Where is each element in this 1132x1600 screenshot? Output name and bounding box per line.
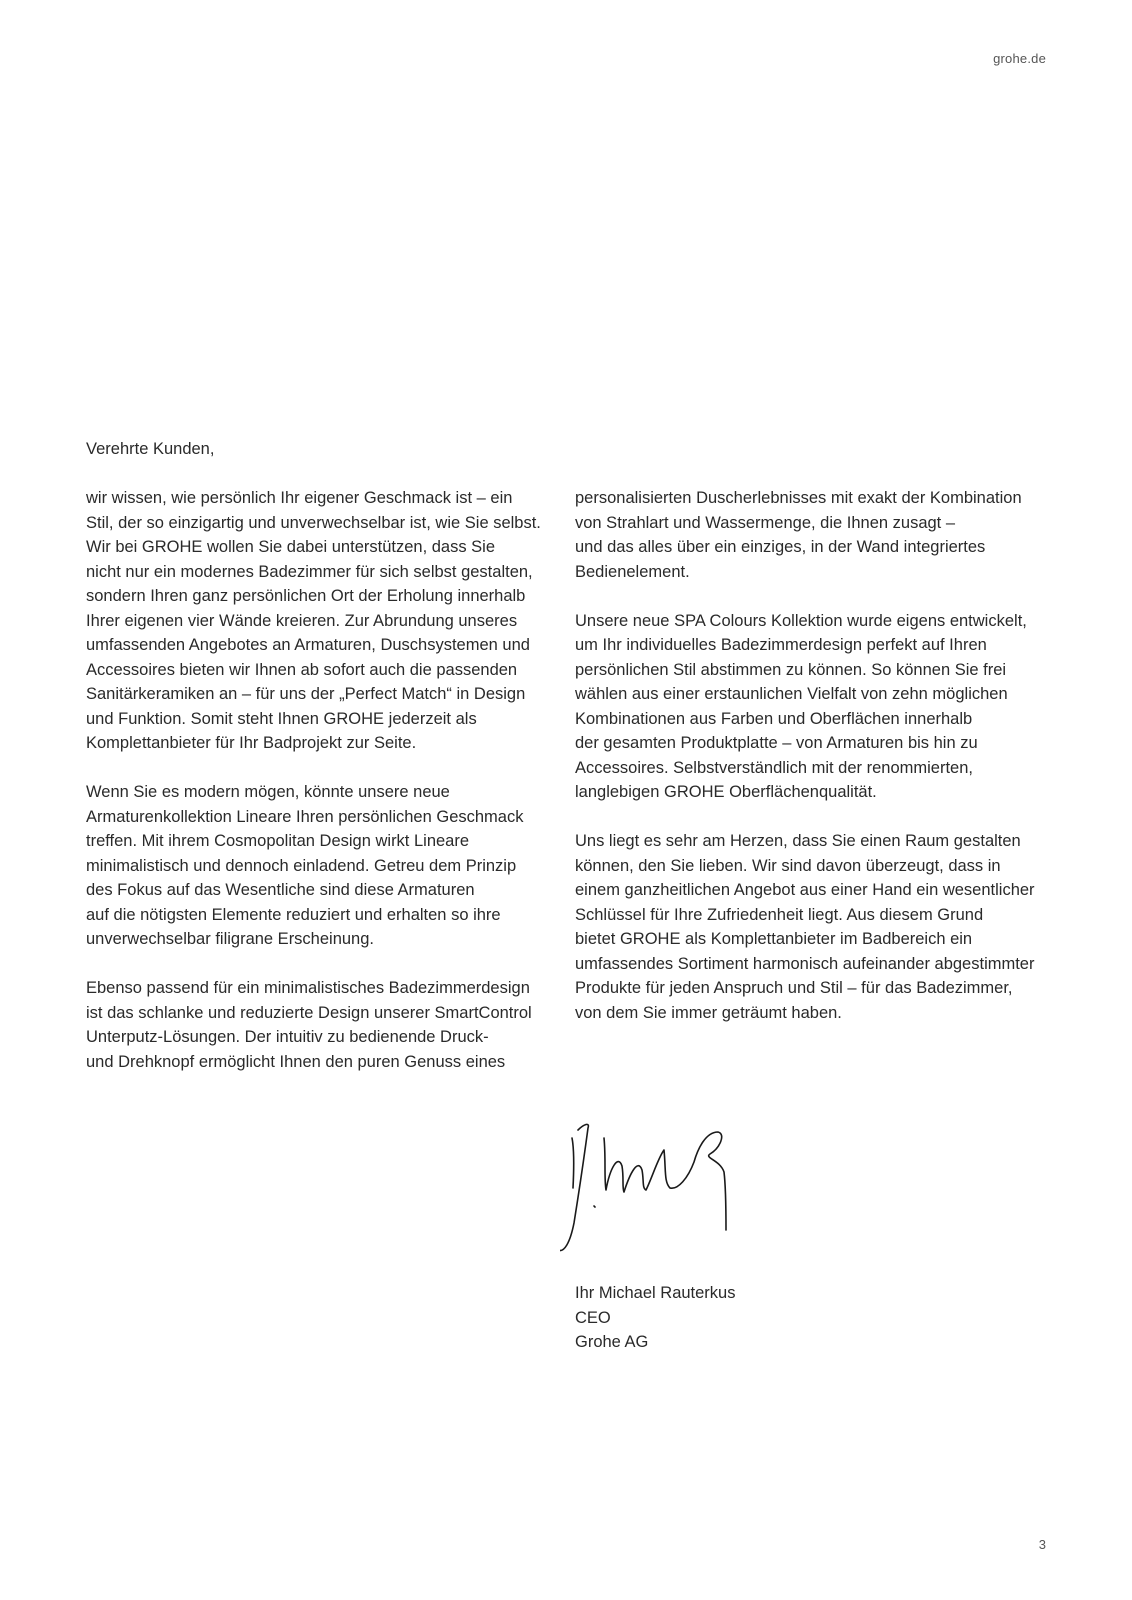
- paragraph-line: Kombinationen aus Farben und Oberflächen innerhalb: [575, 709, 973, 728]
- paragraph-line: der gesamten Produktplatte – von Armaturen bis hin zu: [575, 734, 978, 752]
- paragraph-line: Produkte für jeden Anspruch und Stil – für das Badezimmer,: [575, 979, 1013, 997]
- paragraph-line: Sanitärkeramiken an – für uns der „Perfect Match“ in Design: [86, 685, 526, 703]
- paragraph-line: bietet GROHE als Komplettanbieter im Badbereich ein: [575, 930, 973, 948]
- paragraph-line: umfassendes Sortiment harmonisch aufeinander abgestimmter: [575, 954, 1035, 973]
- paragraph-line: persönlichen Stil abstimmen zu können. So können Sie frei: [575, 660, 1007, 679]
- letter-left-column: [86, 486, 556, 1099]
- ceo-signature: [560, 1118, 750, 1278]
- paragraph-line: Stil, der so einzigartig und unverwechselbar ist, wie Sie selbst.: [86, 513, 541, 532]
- paragraph-line: von dem Sie immer geträumt haben.: [575, 1003, 842, 1022]
- letter-paragraph: [575, 486, 1050, 584]
- letter-paragraph: [575, 609, 1050, 805]
- paragraph-line: nicht nur ein modernes Badezimmer für sich selbst gestalten,: [86, 562, 533, 581]
- paragraph-line: wir wissen, wie persönlich Ihr eigener Geschmack ist – ein: [86, 489, 513, 507]
- sign-off-block: [575, 1281, 735, 1355]
- paragraph-line: und Drehknopf ermöglicht Ihnen den puren Genuss eines: [86, 1052, 506, 1071]
- paragraph-line: ist das schlanke und reduzierte Design unserer SmartControl: [86, 1003, 532, 1022]
- paragraph-line: Ihrer eigenen vier Wände kreieren. Zur Abrundung unseres: [86, 611, 518, 630]
- paragraph-line: und Funktion. Somit steht Ihnen GROHE jederzeit als: [86, 709, 477, 728]
- paragraph-line: Wenn Sie es modern mögen, könnte unsere neue: [86, 783, 450, 801]
- paragraph-line: Armaturenkollektion Lineare Ihren persönlichen Geschmack: [86, 807, 524, 826]
- paragraph-line: können, den Sie lieben. Wir sind davon überzeugt, dass in: [575, 856, 1001, 875]
- page-number: 3: [1038, 1537, 1046, 1552]
- paragraph-line: und das alles über ein einziges, in der Wand integriertes: [575, 538, 986, 556]
- paragraph-line: um Ihr individuelles Badezimmerdesign perfekt auf Ihren: [575, 636, 987, 654]
- letter-right-column: [575, 486, 1050, 1050]
- site-url: grohe.de: [993, 51, 1046, 66]
- paragraph-line: Ebenso passend für ein minimalistisches Badezimmerdesign: [86, 979, 530, 997]
- paragraph-line: Accessoires. Selbstverständlich mit der renommierten,: [575, 758, 973, 777]
- paragraph-line: unverwechselbar filigrane Erscheinung.: [86, 930, 374, 948]
- paragraph-line: des Fokus auf das Wesentliche sind diese Armaturen: [86, 881, 475, 899]
- paragraph-line: Bedienelement.: [575, 562, 690, 581]
- paragraph-line: Unterputz-Lösungen. Der intuitiv zu bedienende Druck-: [86, 1028, 489, 1046]
- letter-paragraph: [86, 486, 556, 756]
- paragraph-line: minimalistisch und dennoch einladend. Getreu dem Prinzip: [86, 856, 517, 875]
- paragraph-line: treffen. Mit ihrem Cosmopolitan Design wirkt Lineare: [86, 832, 470, 850]
- signatory-name: Ihr Michael Rauterkus: [575, 1284, 736, 1302]
- paragraph-line: einem ganzheitlichen Angebot aus einer Hand ein wesentlicher: [575, 881, 1035, 899]
- letter-paragraph: [575, 829, 1050, 1025]
- paragraph-line: von Strahlart und Wassermenge, die Ihnen zusagt –: [575, 513, 956, 532]
- paragraph-line: personalisierten Duscherlebnisses mit exakt der Kombination: [575, 489, 1022, 507]
- letter-paragraph: [86, 780, 556, 952]
- paragraph-line: Accessoires bieten wir Ihnen ab sofort auch die passenden: [86, 660, 518, 679]
- paragraph-line: Schlüssel für Ihre Zufriedenheit liegt. Aus diesem Grund: [575, 905, 984, 924]
- paragraph-line: sondern Ihren ganz persönlichen Ort der Erholung innerhalb: [86, 587, 526, 605]
- paragraph-line: wählen aus einer erstaunlichen Vielfalt von zehn möglichen: [575, 685, 1008, 703]
- signatory-role: CEO: [575, 1308, 611, 1327]
- paragraph-line: langlebigen GROHE Oberflächenqualität.: [575, 783, 877, 801]
- letter-paragraph: [86, 976, 556, 1074]
- letter-salutation: Verehrte Kunden,: [86, 440, 215, 458]
- paragraph-line: auf die nötigsten Elemente reduziert und erhalten so ihre: [86, 905, 501, 924]
- signatory-company: Grohe AG: [575, 1333, 649, 1351]
- paragraph-line: Unsere neue SPA Colours Kollektion wurde eigens entwickelt,: [575, 611, 1027, 630]
- paragraph-line: umfassenden Angebotes an Armaturen, Duschsystemen und: [86, 636, 530, 654]
- paragraph-line: Komplettanbieter für Ihr Badprojekt zur Seite.: [86, 734, 417, 752]
- paragraph-line: Wir bei GROHE wollen Sie dabei unterstützen, dass Sie: [86, 538, 496, 556]
- paragraph-line: Uns liegt es sehr am Herzen, dass Sie einen Raum gestalten: [575, 832, 1021, 850]
